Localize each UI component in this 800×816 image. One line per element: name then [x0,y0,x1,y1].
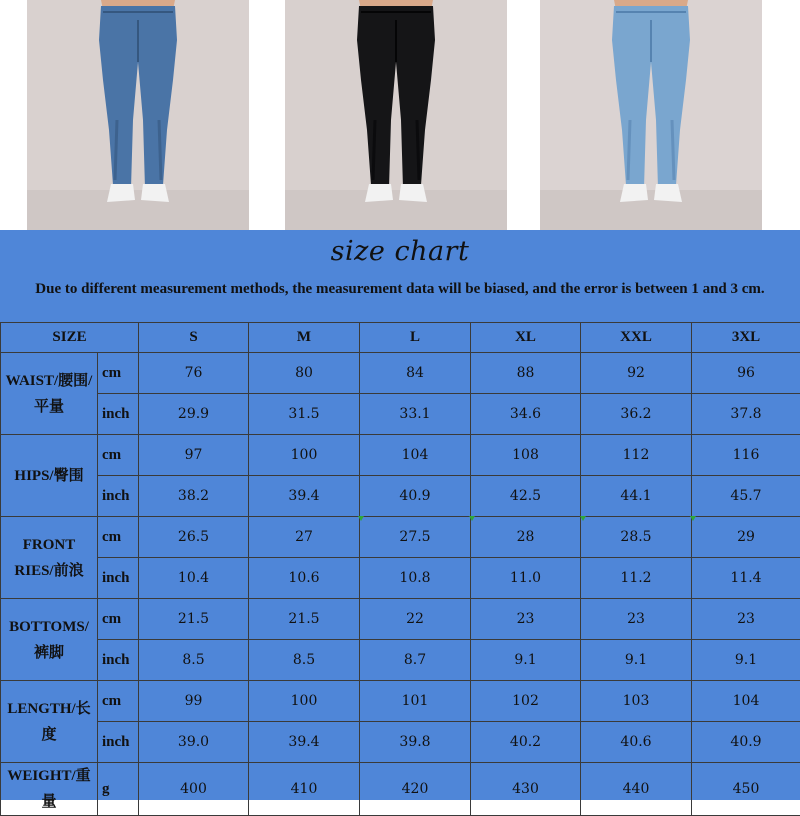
value-cell: 44.1 [581,476,692,517]
size-3xl-header: 3XL [692,323,800,353]
value-cell: 101 [360,681,471,722]
table-row [1,681,800,722]
unit-cell: g [98,763,139,816]
value-cell: 104 [692,681,800,722]
value-cell: 108 [471,435,581,476]
blue-jeans-model-illustration [27,0,249,230]
table-row [1,763,800,816]
table-row [1,640,800,681]
unit-cell: cm [98,435,139,476]
value-cell: 420 [360,763,471,816]
value-cell: 450 [692,763,800,816]
unit-cell: cm [98,599,139,640]
size-header-row [1,323,800,353]
value-cell: 39.4 [249,722,360,763]
size-m-header: M [249,323,360,353]
product-photos [0,0,800,230]
table-row [1,722,800,763]
black-jeans-photo [285,0,507,230]
value-cell: 26.5 [139,517,249,558]
unit-cell: cm [98,681,139,722]
value-cell: 38.2 [139,476,249,517]
value-cell: 99 [139,681,249,722]
value-cell: 9.1 [581,640,692,681]
light-blue-jeans-model-illustration [540,0,762,230]
value-cell: 11.4 [692,558,800,599]
value-cell: 9.1 [471,640,581,681]
value-cell: 21.5 [249,599,360,640]
measurement-label: WEIGHT/重量 [1,763,97,815]
value-cell: 45.7 [692,476,800,517]
value-cell: 92 [581,353,692,394]
value-cell: 28.5 [581,517,692,558]
value-cell: 8.5 [139,640,249,681]
table-row [1,435,800,476]
value-cell: 112 [581,435,692,476]
value-cell: 37.8 [692,394,800,435]
size-header-cell: SIZE [1,323,139,353]
unit-cell: inch [98,558,139,599]
table-row [1,394,800,435]
table-row [1,599,800,640]
value-cell: 29.9 [139,394,249,435]
measurement-label: WAIST/腰围/平量 [1,368,97,420]
table-row [1,517,800,558]
value-cell: 23 [581,599,692,640]
unit-cell: inch [98,394,139,435]
value-cell: 8.7 [360,640,471,681]
cell-comment-mark [580,516,586,521]
table-row [1,353,800,394]
value-cell: 39.4 [249,476,360,517]
value-cell: 29 [692,517,800,558]
value-cell: 100 [249,435,360,476]
value-cell: 103 [581,681,692,722]
unit-cell: cm [98,517,139,558]
unit-cell: inch [98,476,139,517]
measurement-label-cell [1,517,98,599]
value-cell: 97 [139,435,249,476]
value-cell: 42.5 [471,476,581,517]
value-cell: 27.5 [360,517,471,558]
value-cell: 11.0 [471,558,581,599]
table-row [1,558,800,599]
size-l-header: L [360,323,471,353]
value-cell: 10.4 [139,558,249,599]
measurement-label-cell [1,353,98,435]
light-blue-jeans-photo [540,0,762,230]
value-cell: 40.9 [360,476,471,517]
value-cell: 400 [139,763,249,816]
value-cell: 21.5 [139,599,249,640]
value-cell: 23 [471,599,581,640]
unit-cell: inch [98,722,139,763]
value-cell: 27 [249,517,360,558]
black-jeans-model-illustration [285,0,507,230]
value-cell: 34.6 [471,394,581,435]
value-cell: 410 [249,763,360,816]
value-cell: 100 [249,681,360,722]
measurement-note: Due to different measurement methods, the measurement data will be biased, and the error is between 1 and 3 cm. [6,278,794,300]
value-cell: 33.1 [360,394,471,435]
value-cell: 104 [360,435,471,476]
table-row [1,476,800,517]
size-xl-header: XL [471,323,581,353]
value-cell: 39.0 [139,722,249,763]
value-cell: 116 [692,435,800,476]
size-chart-title: size chart [0,232,800,272]
value-cell: 9.1 [692,640,800,681]
value-cell: 10.6 [249,558,360,599]
cell-comment-mark [469,516,475,521]
value-cell: 36.2 [581,394,692,435]
measurement-label: FRONT RIES/前浪 [1,532,97,584]
cell-comment-mark [358,516,364,521]
value-cell: 84 [360,353,471,394]
value-cell: 40.6 [581,722,692,763]
value-cell: 8.5 [249,640,360,681]
value-cell: 22 [360,599,471,640]
measurement-label: LENGTH/长度 [1,696,97,748]
size-xxl-header: XXL [581,323,692,353]
value-cell: 430 [471,763,581,816]
value-cell: 39.8 [360,722,471,763]
value-cell: 28 [471,517,581,558]
measurement-label-cell [1,435,98,517]
unit-cell: cm [98,353,139,394]
size-table [0,322,800,816]
value-cell: 23 [692,599,800,640]
value-cell: 76 [139,353,249,394]
value-cell: 440 [581,763,692,816]
value-cell: 96 [692,353,800,394]
unit-cell: inch [98,640,139,681]
value-cell: 40.2 [471,722,581,763]
value-cell: 88 [471,353,581,394]
value-cell: 102 [471,681,581,722]
value-cell: 11.2 [581,558,692,599]
measurement-label-cell [1,599,98,681]
value-cell: 10.8 [360,558,471,599]
size-s-header: S [139,323,249,353]
value-cell: 31.5 [249,394,360,435]
measurement-label: BOTTOMS/裤脚 [1,614,97,666]
value-cell: 40.9 [692,722,800,763]
blue-jeans-photo [27,0,249,230]
cell-comment-mark [690,516,696,521]
measurement-label-cell [1,681,98,763]
size-chart [0,230,800,800]
value-cell: 80 [249,353,360,394]
measurement-label: HIPS/臀围 [1,463,97,489]
measurement-label-cell [1,763,98,816]
